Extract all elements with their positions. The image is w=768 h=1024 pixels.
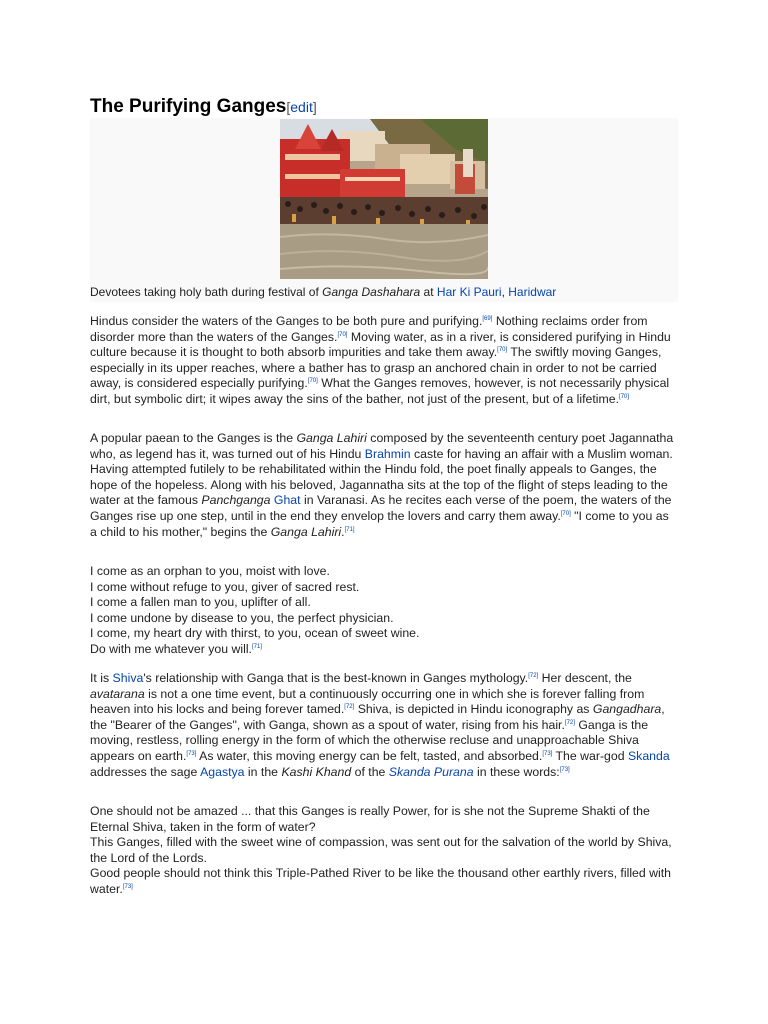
- poem-line: I come without refuge to you, giver of sacred rest.: [90, 579, 360, 594]
- figure-caption: [90, 285, 556, 299]
- shiva-link[interactable]: Shiva: [112, 671, 144, 685]
- caption-text: at: [420, 285, 437, 299]
- caption-text: Devotees taking holy bath during festival of: [90, 285, 323, 299]
- citation[interactable]: [72]: [528, 672, 539, 679]
- paragraph-shiva: It is Shiva's relationship with Ganga that is the best-known in Ganges mythology.[72] Her descent, the avatarana is not a one time event, but a continuously occurring one in which she is forever falling from heaven into his locks and being forever tamed.[72] Shiva, is depicted in Hindu iconography as Gangadhara, the "Bearer of the Ganges", with Ganga, shown as a spout of water, rising from his hair.[72] Ganga is the moving, restless, rolling energy in the form of which the otherwise recluse and unapproachable Shiva appears on earth.[73] As water, this moving energy can be felt, tasted, and absorbed.[73] The war-god Skanda addresses the sage Agastya in the Kashi Khand of the Skanda Purana in these words:[73]: [90, 671, 670, 779]
- agastya-link[interactable]: Agastya: [200, 764, 245, 779]
- citation[interactable]: [71]: [344, 526, 355, 533]
- edit-bracket-open: [: [286, 99, 291, 115]
- citation[interactable]: [70]: [307, 378, 318, 385]
- poem-line: Do with me whatever you will.[71]: [90, 641, 262, 656]
- ganges-ghat-photo[interactable]: [280, 119, 488, 279]
- thumbnail-figure: [90, 118, 678, 302]
- citation[interactable]: [70]: [560, 510, 571, 517]
- poem-line: I come, my heart dry with thirst, to you, ocean of sweet wine.: [90, 626, 420, 641]
- paragraph-purity: Hindus consider the waters of the Ganges to be both pure and purifying.[69] Nothing reclaims order from disorder more than the waters of the Ganges.[70] Moving water, as in a river, is considered purifying in Hindu culture because it is thought to both absorb impurities and take them away.[70] The swiftly moving Ganges, especially in its upper reaches, where a bather has to grasp an anchored chain in order to not be carried away, is considered especially purifying.[70] What the Ganges removes, however, is not necessarily physical dirt, but symbolic dirt; it wipes away the sins of the bather, not just of the present, but of a lifetime.[70]: [90, 314, 671, 406]
- brahmin-link[interactable]: Brahmin: [364, 446, 411, 461]
- citation[interactable]: [73]: [542, 750, 553, 757]
- citation[interactable]: [72]: [564, 719, 575, 726]
- citation[interactable]: [69]: [482, 315, 493, 322]
- citation[interactable]: [70]: [497, 347, 508, 354]
- caption-text: ,: [501, 285, 509, 299]
- citation[interactable]: [73]: [186, 750, 197, 757]
- quote-line: One should not be amazed ... that this Ganges is really Power, for is she not the Supreme Shakti of the Eternal Shiva, taken in the form of water?: [90, 804, 650, 834]
- citation[interactable]: [73]: [559, 766, 570, 773]
- paragraph-ganga-lahiri: A popular paean to the Ganges is the Ganga Lahiri composed by the seventeenth century poet Jagannatha who, as legend has it, was turned out of his Hindu Brahmin caste for having an affair with a Muslim woman. Having attempted futilely to be rehabilitated within the Hindu fold, the poet finally appeals to Ganges, the hope of the hopeless. Along with his beloved, Jagannatha sits at the top of the flight of steps leading to the water at the famous Panchganga Ghat in Varanasi. As he recites each verse of the poem, the waters of the Ganges rise up one step, until in the end they envelop the lovers and carry them away.[70] "I come to you as a child to his mother," begins the Ganga Lahiri.[71]: [90, 431, 674, 539]
- quote-line: This Ganges, filled with the sweet wine of compassion, was sent out for the salvation of the world by Shiva, the Lord of the Lords.: [90, 835, 672, 865]
- har-ki-pauri-link[interactable]: Har Ki Pauri: [436, 285, 502, 299]
- section-heading: [90, 96, 317, 118]
- citation[interactable]: [72]: [344, 704, 355, 711]
- citation[interactable]: [70]: [619, 393, 630, 400]
- poem-line: I come a fallen man to you, uplifter of all.: [90, 595, 311, 610]
- skanda-link[interactable]: Skanda: [627, 748, 670, 763]
- citation[interactable]: [71]: [251, 643, 262, 650]
- edit-bracket-close: ]: [312, 99, 317, 115]
- citation[interactable]: [70]: [337, 331, 348, 338]
- poem-line: I come as an orphan to you, moist with love.: [90, 564, 330, 578]
- ghat-link[interactable]: Ghat: [273, 493, 301, 508]
- citation[interactable]: [73]: [122, 883, 133, 890]
- edit-link[interactable]: edit: [290, 99, 313, 115]
- quote-line: Good people should not think this Triple-Pathed River to be like the thousand other earthly rivers, filled with water.[73]: [90, 866, 672, 896]
- skanda-purana-link[interactable]: Skanda Purana: [388, 764, 474, 779]
- caption-italic: Ganga Dashahara: [322, 285, 421, 299]
- poem-line: I come undone by disease to you, the perfect physician.: [90, 610, 394, 625]
- poem-block: [90, 564, 678, 658]
- section-title: The Purifying Ganges: [90, 96, 287, 117]
- quote-block: [90, 804, 678, 898]
- haridwar-link[interactable]: Haridwar: [508, 285, 557, 299]
